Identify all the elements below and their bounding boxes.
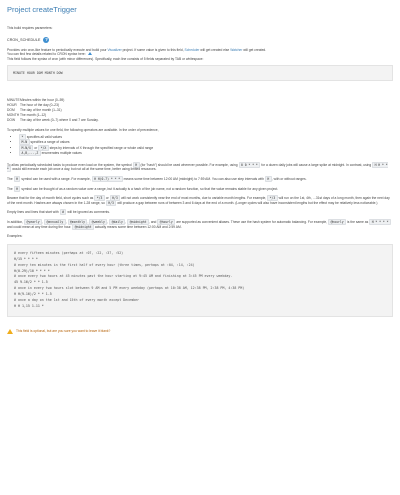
example-line: # once a day on the 1st and 15th of every month except December	[14, 298, 140, 303]
list-item: • M-N specifies a range of values	[19, 140, 393, 146]
example-line: # once in every two hours slot between 9 AM and 5 PM every weekday (perhaps at 10:38 AM, 12:38 PM, 2:38 PM, 4:38 PM)	[14, 286, 245, 291]
warning-row	[7, 329, 393, 334]
field-def: DOW The day of the week (0–7) where 0 and 7 are Sunday.	[7, 118, 99, 122]
beware-paragraph: Beware that for the day of month field, short cycles such as */3 or H/3 will not work consistently near the end of most months, due to variable month lengths. For example, */3 will run on the 1st, 4th, …31st days of a long month, then again the next day of the next month. Hashes are always chosen in the 1-28 range, so H/3 will produce a gap between runs of between 3 and 6 days at the end of a month. (Longer cycles will also have inconsistent lengths but the effect may be relatively less noticeable.)	[7, 196, 390, 205]
field-def: MINUTE Minutes within the hour (0–59)	[7, 98, 65, 103]
examples-box	[7, 244, 393, 317]
example-line: # every fifteen minutes (perhaps at :07, :22, :37, :52)	[14, 250, 124, 255]
help-icon[interactable]: ?	[45, 36, 48, 42]
aliases-paragraph: In addition, @yearly @annually , @monthly @weekly @daily @midnight , and @hourly are supported as convenient aliases. These use the hash system for automatic balancing. For example, @hourly is the same as H * * * * and could mean at any time during the hour. @midnight actually means some time between 12:00 AM and 2:59 AM.	[7, 220, 393, 229]
watcher-link[interactable]: Watcher	[230, 47, 243, 52]
example-line: # once every two hours at 45 minutes past the hour starting at 9:45 AM and finishing at 3:45 PM every weekday.	[14, 274, 233, 279]
operators-list	[19, 135, 393, 157]
list-item: • M-N/X or */X steps by intervals of X through the specified range or whole valid range	[19, 146, 393, 152]
field-def: MONTH The month (1–12)	[7, 113, 47, 118]
list-item: • * specifies all valid values	[19, 135, 393, 141]
empty-lines-paragraph: Empty lines and lines that start with # will be ignored as comments.	[7, 210, 110, 215]
warning-icon	[7, 329, 13, 334]
page-title: Project createTrigger	[7, 5, 77, 14]
visualizer-link[interactable]: Visualizer	[107, 47, 122, 52]
field-header	[7, 37, 393, 43]
hash-paragraph: To allow periodically scheduled tasks to produce even load on the system, the symbol H (for "hash") should be used wherever possible. For example, using 0 0 * * * for a dozen daily jobs will cause a large spike at midnight. In contrast, using H H * * * would still execute each job once a day, but not all at the same time, better using limited resources.	[7, 162, 388, 172]
scheduler-link[interactable]: Scheduler	[184, 47, 200, 52]
range-paragraph: The H symbol can be used with a range. For example, H H(0-7) * * * means some time between 12:00 AM (midnight) to 7:59 AM. You can also use step intervals with H , with or without ranges.	[7, 177, 307, 182]
example-line: 45 9-16/2 * * 1-5	[14, 280, 48, 285]
example-line: H/15 * * * *	[14, 256, 38, 261]
fields-list	[7, 98, 393, 123]
list-item: • A,B,...,Z enumerates multiple values	[19, 151, 393, 157]
cron-details-text: You can find few details related to CRON syntax here:	[7, 52, 393, 57]
field-description: Provides unix cron-like feature to periodically execute and build your Visualizer project. If some value is given to this field, Scheduler will get created else Watcher will get created.	[7, 47, 267, 52]
examples-label: Examples:	[7, 234, 23, 239]
example-line: H H(9-16)/2 * * 1-5	[14, 292, 52, 297]
example-line: H(0-29)/10 * * * *	[14, 268, 50, 273]
random-paragraph: The H symbol can be thought of as a random value over a range, but it actually is a hash of the job name, not a random function, so that the value remains stable for any given project.	[7, 186, 279, 191]
requires-text: This build requires parameters:	[7, 26, 53, 30]
field-def: HOUR The hour of the day (0–23)	[7, 103, 60, 108]
syntax-box: MINUTE HOUR DOM MONTH DOW	[7, 65, 393, 81]
field-name: CRON_SCHEDULE	[7, 37, 41, 42]
example-line: H H 1,15 1-11 *	[14, 303, 44, 308]
collapse-arrow-icon[interactable]	[88, 52, 92, 55]
operators-intro: To specify multiple values for one field, the following operators are available. In the order of precedence,	[7, 127, 159, 132]
example-line: # every ten minutes in the first half of every hour (three times, perhaps at :04, :14, :24)	[14, 262, 195, 267]
syntax-text: This field follows the syntax of cron (with minor differences). Specifically, each line consists of 5 fields separated by TAB or whitespace:	[7, 56, 204, 61]
field-def: DOM The day of the month (1–31)	[7, 108, 62, 113]
warning-text: This field is optional, but are you sure you want to leave it blank?	[16, 329, 111, 334]
